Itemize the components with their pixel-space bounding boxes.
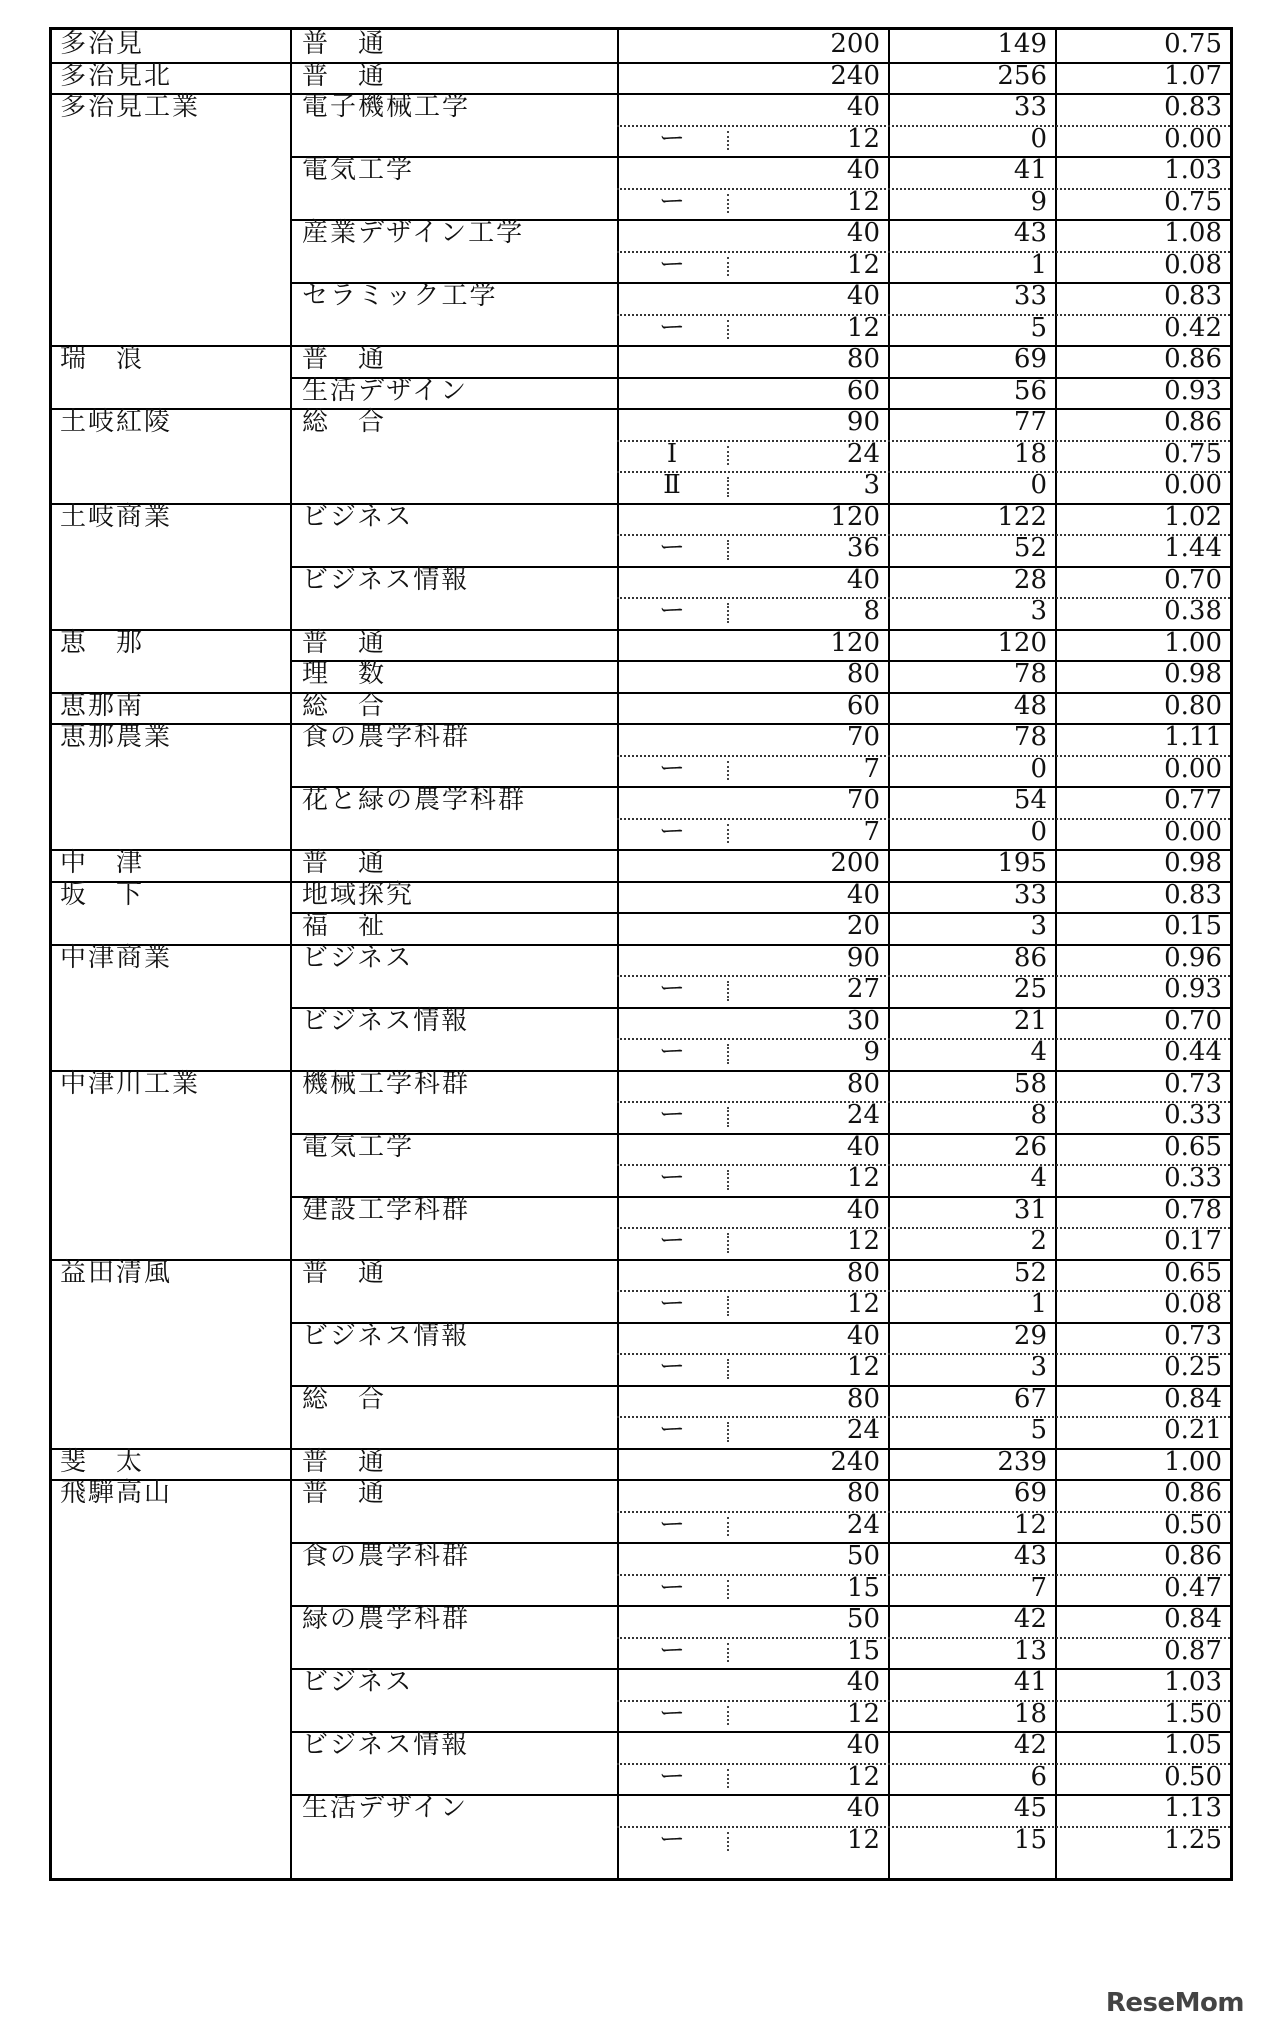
capacity-value: 24 — [846, 1100, 880, 1130]
sub-label: ー — [658, 1352, 685, 1382]
capacity-value: 30 — [846, 1005, 880, 1036]
applicants-value: 5 — [1030, 1415, 1047, 1445]
school-name: 中津商業 — [60, 942, 173, 973]
capacity-value: 80 — [846, 1478, 880, 1508]
applicants-value: 21 — [1013, 1005, 1047, 1036]
capacity-value: 12 — [846, 123, 880, 154]
course-name: 産業デザイン工学 — [302, 218, 525, 248]
applicants-value: 7 — [1030, 1572, 1047, 1603]
course-name: セラミック工学 — [302, 281, 498, 311]
ratio-value: 0.78 — [1164, 1194, 1222, 1225]
sub-label: ー — [658, 1226, 685, 1256]
ratio-value: 1.11 — [1164, 722, 1222, 752]
sub-label: ー — [658, 1572, 685, 1603]
course-name: 電気工学 — [302, 155, 415, 185]
ratio-value: 0.84 — [1164, 1383, 1222, 1414]
ratio-value: 0.93 — [1164, 974, 1222, 1004]
capacity-value: 12 — [846, 1824, 880, 1855]
sub-label: ー — [658, 1824, 685, 1855]
applicants-value: 1 — [1030, 249, 1047, 280]
applicants-value: 195 — [997, 848, 1047, 878]
ratio-value: 0.47 — [1164, 1572, 1222, 1603]
sub-label: ー — [658, 533, 685, 563]
ratio-value: 1.00 — [1164, 1446, 1222, 1477]
school-name: 多治見工業 — [60, 92, 201, 122]
capacity-value: 120 — [830, 627, 880, 658]
capacity-value: 50 — [846, 1604, 880, 1634]
course-name: ビジネス情報 — [302, 1320, 470, 1351]
applicants-value: 29 — [1013, 1320, 1047, 1351]
ratio-value: 0.98 — [1164, 659, 1222, 689]
ratio-value: 0.42 — [1164, 312, 1222, 343]
sub-label: ー — [658, 816, 685, 847]
ratio-value: 0.33 — [1164, 1100, 1222, 1130]
capacity-value: 80 — [846, 1383, 880, 1414]
applicants-value: 41 — [1013, 155, 1047, 185]
course-name: 花と緑の農学科群 — [302, 785, 527, 815]
capacity-value: 70 — [846, 722, 880, 752]
sub-label: ー — [658, 1100, 685, 1130]
course-name: ビジネス情報 — [302, 1005, 470, 1036]
course-name: 理 数 — [302, 659, 387, 689]
ratio-value: 1.02 — [1164, 501, 1222, 532]
school-name: 土岐紅陵 — [60, 407, 173, 437]
ratio-value: 0.83 — [1164, 879, 1222, 910]
capacity-value: 36 — [846, 533, 880, 563]
capacity-value: 27 — [846, 974, 880, 1004]
ratio-value: 0.86 — [1164, 344, 1222, 374]
applicants-value: 33 — [1013, 879, 1047, 910]
ratio-value: 0.86 — [1164, 1478, 1222, 1508]
school-name: 恵 那 — [60, 627, 145, 658]
ratio-value: 0.21 — [1164, 1415, 1222, 1445]
school-name: 恵那農業 — [60, 722, 173, 752]
capacity-value: 8 — [863, 596, 880, 626]
applicants-value: 239 — [997, 1446, 1047, 1477]
applicants-value: 18 — [1013, 1698, 1047, 1729]
sub-label: ー — [658, 596, 685, 626]
capacity-value: 240 — [830, 60, 880, 91]
course-name: 地域探究 — [302, 879, 415, 910]
capacity-value: 200 — [830, 848, 880, 878]
sub-label: ー — [658, 1635, 685, 1666]
capacity-value: 60 — [846, 375, 880, 406]
course-name: 機械工学科群 — [302, 1068, 471, 1099]
ratio-value: 0.77 — [1164, 785, 1222, 815]
capacity-value: 12 — [846, 186, 880, 217]
applicants-value: 43 — [1013, 218, 1047, 248]
applicants-value: 69 — [1013, 344, 1047, 374]
course-name: 建設工学科群 — [302, 1194, 471, 1225]
applicants-value: 9 — [1030, 186, 1047, 217]
capacity-value: 12 — [846, 1289, 880, 1319]
sub-label: ー — [658, 974, 685, 1004]
capacity-value: 15 — [846, 1635, 880, 1666]
capacity-value: 80 — [846, 1257, 880, 1288]
ratio-value: 1.03 — [1164, 155, 1222, 185]
capacity-value: 40 — [846, 1320, 880, 1351]
applicants-value: 6 — [1030, 1761, 1047, 1792]
applicants-value: 48 — [1013, 690, 1047, 721]
applicants-value: 0 — [1030, 123, 1047, 154]
capacity-value: 80 — [846, 659, 880, 689]
course-name: 普 通 — [302, 60, 387, 91]
applicants-value: 15 — [1013, 1824, 1047, 1855]
ratio-value: 0.75 — [1164, 186, 1222, 217]
sub-label: ー — [658, 123, 685, 154]
applicants-value: 0 — [1030, 816, 1047, 847]
ratio-value: 0.08 — [1164, 1289, 1222, 1319]
capacity-value: 12 — [846, 1698, 880, 1729]
applicants-value: 3 — [1030, 1352, 1047, 1382]
sub-label: ー — [658, 186, 685, 217]
capacity-value: 200 — [830, 29, 880, 59]
applicants-value: 52 — [1013, 533, 1047, 563]
capacity-value: 80 — [846, 1068, 880, 1099]
course-name: 普 通 — [302, 1446, 387, 1477]
applicants-value: 54 — [1013, 785, 1047, 815]
applicants-value: 122 — [997, 501, 1047, 532]
ratio-value: 0.86 — [1164, 1541, 1222, 1571]
ratio-value: 0.25 — [1164, 1352, 1222, 1382]
capacity-value: 40 — [846, 879, 880, 910]
applicants-value: 33 — [1013, 281, 1047, 311]
applicants-value: 45 — [1013, 1793, 1047, 1823]
ratio-value: 0.83 — [1164, 92, 1222, 122]
school-name: 多治見北 — [60, 60, 173, 91]
applicants-value: 25 — [1013, 974, 1047, 1004]
ratio-value: 0.00 — [1164, 816, 1222, 847]
capacity-value: 50 — [846, 1541, 880, 1571]
capacity-value: 40 — [846, 564, 880, 595]
capacity-value: 24 — [846, 1415, 880, 1445]
applicants-value: 42 — [1013, 1604, 1047, 1634]
ratio-value: 1.05 — [1164, 1730, 1222, 1760]
sub-label: ー — [658, 1289, 685, 1319]
sub-label: Ⅰ — [666, 438, 678, 469]
capacity-value: 120 — [830, 501, 880, 532]
capacity-value: 40 — [846, 1194, 880, 1225]
capacity-value: 12 — [846, 1761, 880, 1792]
course-name: 総 合 — [302, 690, 387, 721]
ratio-value: 0.96 — [1164, 942, 1222, 973]
ratio-value: 1.25 — [1164, 1824, 1222, 1855]
course-name: 総 合 — [302, 1383, 387, 1414]
capacity-value: 24 — [846, 438, 880, 469]
sub-label: ー — [658, 312, 685, 343]
school-name: 飛騨高山 — [60, 1478, 173, 1508]
applicants-value: 69 — [1013, 1478, 1047, 1508]
capacity-value: 12 — [846, 249, 880, 280]
capacity-value: 7 — [863, 753, 880, 784]
course-name: ビジネス情報 — [302, 564, 470, 595]
capacity-value: 12 — [846, 1163, 880, 1193]
applicants-value: 67 — [1013, 1383, 1047, 1414]
ratio-value: 0.38 — [1164, 596, 1222, 626]
course-name: 普 通 — [302, 344, 387, 374]
sub-label: ー — [658, 1761, 685, 1792]
capacity-value: 3 — [863, 470, 880, 500]
course-name: 普 通 — [302, 848, 387, 878]
school-name: 坂 下 — [60, 879, 145, 910]
column-divider — [290, 30, 292, 1878]
applicants-value: 56 — [1013, 375, 1047, 406]
applicants-value: 4 — [1030, 1037, 1047, 1067]
course-name: 緑の農学科群 — [302, 1604, 471, 1634]
ratio-value: 0.80 — [1164, 690, 1222, 721]
ratio-value: 0.17 — [1164, 1226, 1222, 1256]
ratio-value: 0.00 — [1164, 123, 1222, 154]
ratio-value: 0.15 — [1164, 911, 1222, 941]
ratio-value: 0.00 — [1164, 753, 1222, 784]
ratio-value: 0.65 — [1164, 1131, 1222, 1162]
ratio-value: 0.70 — [1164, 1005, 1222, 1036]
school-name: 多治見 — [60, 29, 145, 59]
ratio-value: 0.75 — [1164, 438, 1222, 469]
capacity-value: 60 — [846, 690, 880, 721]
school-name: 瑞 浪 — [60, 344, 145, 374]
applicants-value: 13 — [1013, 1635, 1047, 1666]
school-name: 恵那南 — [60, 690, 145, 721]
sub-label: ー — [658, 249, 685, 280]
school-name: 斐 太 — [60, 1446, 145, 1477]
ratio-value: 0.75 — [1164, 29, 1222, 59]
capacity-value: 40 — [846, 281, 880, 311]
ratio-value: 1.00 — [1164, 627, 1222, 658]
school-name: 土岐商業 — [60, 501, 173, 532]
applicants-value: 5 — [1030, 312, 1047, 343]
applicants-value: 43 — [1013, 1541, 1047, 1571]
applicants-value: 120 — [997, 627, 1047, 658]
applicants-value: 52 — [1013, 1257, 1047, 1288]
sub-label: Ⅱ — [663, 470, 681, 500]
ratio-value: 0.98 — [1164, 848, 1222, 878]
applicants-value: 58 — [1013, 1068, 1047, 1099]
applicants-value: 78 — [1013, 659, 1047, 689]
applicants-value: 42 — [1013, 1730, 1047, 1760]
applicants-value: 31 — [1013, 1194, 1047, 1225]
capacity-value: 12 — [846, 312, 880, 343]
ratio-value: 1.07 — [1164, 60, 1222, 91]
capacity-value: 80 — [846, 344, 880, 374]
school-name: 中 津 — [60, 848, 145, 878]
capacity-value: 40 — [846, 1667, 880, 1697]
school-name: 中津川工業 — [60, 1068, 201, 1099]
ratio-value: 0.86 — [1164, 407, 1222, 437]
course-name: 電子機械工学 — [302, 92, 471, 122]
capacity-value: 40 — [846, 1131, 880, 1162]
ratio-value: 1.03 — [1164, 1667, 1222, 1697]
course-name: 普 通 — [302, 1257, 387, 1288]
capacity-value: 15 — [846, 1572, 880, 1603]
applicants-value: 28 — [1013, 564, 1047, 595]
ratio-value: 0.73 — [1164, 1320, 1222, 1351]
sub-label: ー — [658, 753, 685, 784]
course-name: 福 祉 — [302, 911, 387, 941]
capacity-value: 90 — [846, 942, 880, 973]
sub-label: ー — [658, 1037, 685, 1067]
ratio-value: 0.00 — [1164, 470, 1222, 500]
ratio-value: 1.13 — [1164, 1793, 1222, 1823]
capacity-value: 12 — [846, 1352, 880, 1382]
applicants-value: 0 — [1030, 753, 1047, 784]
ratio-value: 1.44 — [1164, 533, 1222, 563]
sub-label: ー — [658, 1163, 685, 1193]
ratio-value: 0.70 — [1164, 564, 1222, 595]
capacity-value: 9 — [863, 1037, 880, 1067]
applicants-value: 26 — [1013, 1131, 1047, 1162]
ratio-value: 0.33 — [1164, 1163, 1222, 1193]
capacity-value: 7 — [863, 816, 880, 847]
course-name: 生活デザイン — [302, 375, 469, 406]
applicants-value: 4 — [1030, 1163, 1047, 1193]
course-name: 生活デザイン — [302, 1793, 469, 1823]
capacity-value: 40 — [846, 155, 880, 185]
course-name: 普 通 — [302, 1478, 387, 1508]
ratio-value: 0.87 — [1164, 1635, 1222, 1666]
ratio-value: 0.93 — [1164, 375, 1222, 406]
applicants-value: 2 — [1030, 1226, 1047, 1256]
applicants-value: 256 — [997, 60, 1047, 91]
applicants-value: 77 — [1013, 407, 1047, 437]
capacity-value: 40 — [846, 1730, 880, 1760]
applicants-value: 41 — [1013, 1667, 1047, 1697]
applicants-value: 8 — [1030, 1100, 1047, 1130]
capacity-value: 12 — [846, 1226, 880, 1256]
capacity-value: 70 — [846, 785, 880, 815]
ratio-value: 0.84 — [1164, 1604, 1222, 1634]
ratio-value: 0.83 — [1164, 281, 1222, 311]
course-name: 食の農学科群 — [302, 722, 471, 752]
ratio-value: 0.50 — [1164, 1509, 1222, 1540]
capacity-value: 40 — [846, 218, 880, 248]
capacity-value: 24 — [846, 1509, 880, 1540]
ratio-value: 0.44 — [1164, 1037, 1222, 1067]
ratio-value: 0.65 — [1164, 1257, 1222, 1288]
applicants-value: 149 — [997, 29, 1047, 59]
sub-label: ー — [658, 1698, 685, 1729]
course-name: 普 通 — [302, 627, 387, 658]
ratio-value: 1.08 — [1164, 218, 1222, 248]
course-name: 総 合 — [302, 407, 387, 437]
course-name: 電気工学 — [302, 1131, 415, 1162]
capacity-value: 20 — [846, 911, 880, 941]
capacity-value: 40 — [846, 1793, 880, 1823]
applicants-value: 18 — [1013, 438, 1047, 469]
ratio-value: 0.08 — [1164, 249, 1222, 280]
ratio-value: 0.50 — [1164, 1761, 1222, 1792]
course-name: 食の農学科群 — [302, 1541, 471, 1571]
school-name: 益田清風 — [60, 1257, 173, 1288]
capacity-value: 240 — [830, 1446, 880, 1477]
admissions-table — [49, 27, 1233, 1881]
capacity-value: 40 — [846, 92, 880, 122]
sub-label: ー — [658, 1415, 685, 1445]
applicants-value: 1 — [1030, 1289, 1047, 1319]
course-name: ビジネス情報 — [302, 1730, 470, 1760]
course-name: ビジネス — [302, 1667, 414, 1697]
applicants-value: 0 — [1030, 470, 1047, 500]
sub-label: ー — [658, 1509, 685, 1540]
applicants-value: 86 — [1013, 942, 1047, 973]
applicants-value: 33 — [1013, 92, 1047, 122]
course-name: 普 通 — [302, 29, 387, 59]
applicants-value: 3 — [1030, 596, 1047, 626]
applicants-value: 78 — [1013, 722, 1047, 752]
course-name: ビジネス — [302, 942, 414, 973]
course-name: ビジネス — [302, 501, 414, 532]
applicants-value: 12 — [1013, 1509, 1047, 1540]
ratio-value: 1.50 — [1164, 1698, 1222, 1729]
ratio-value: 0.73 — [1164, 1068, 1222, 1099]
resemom-logo: ReseMom — [1105, 1988, 1244, 2018]
applicants-value: 3 — [1030, 911, 1047, 941]
capacity-value: 90 — [846, 407, 880, 437]
